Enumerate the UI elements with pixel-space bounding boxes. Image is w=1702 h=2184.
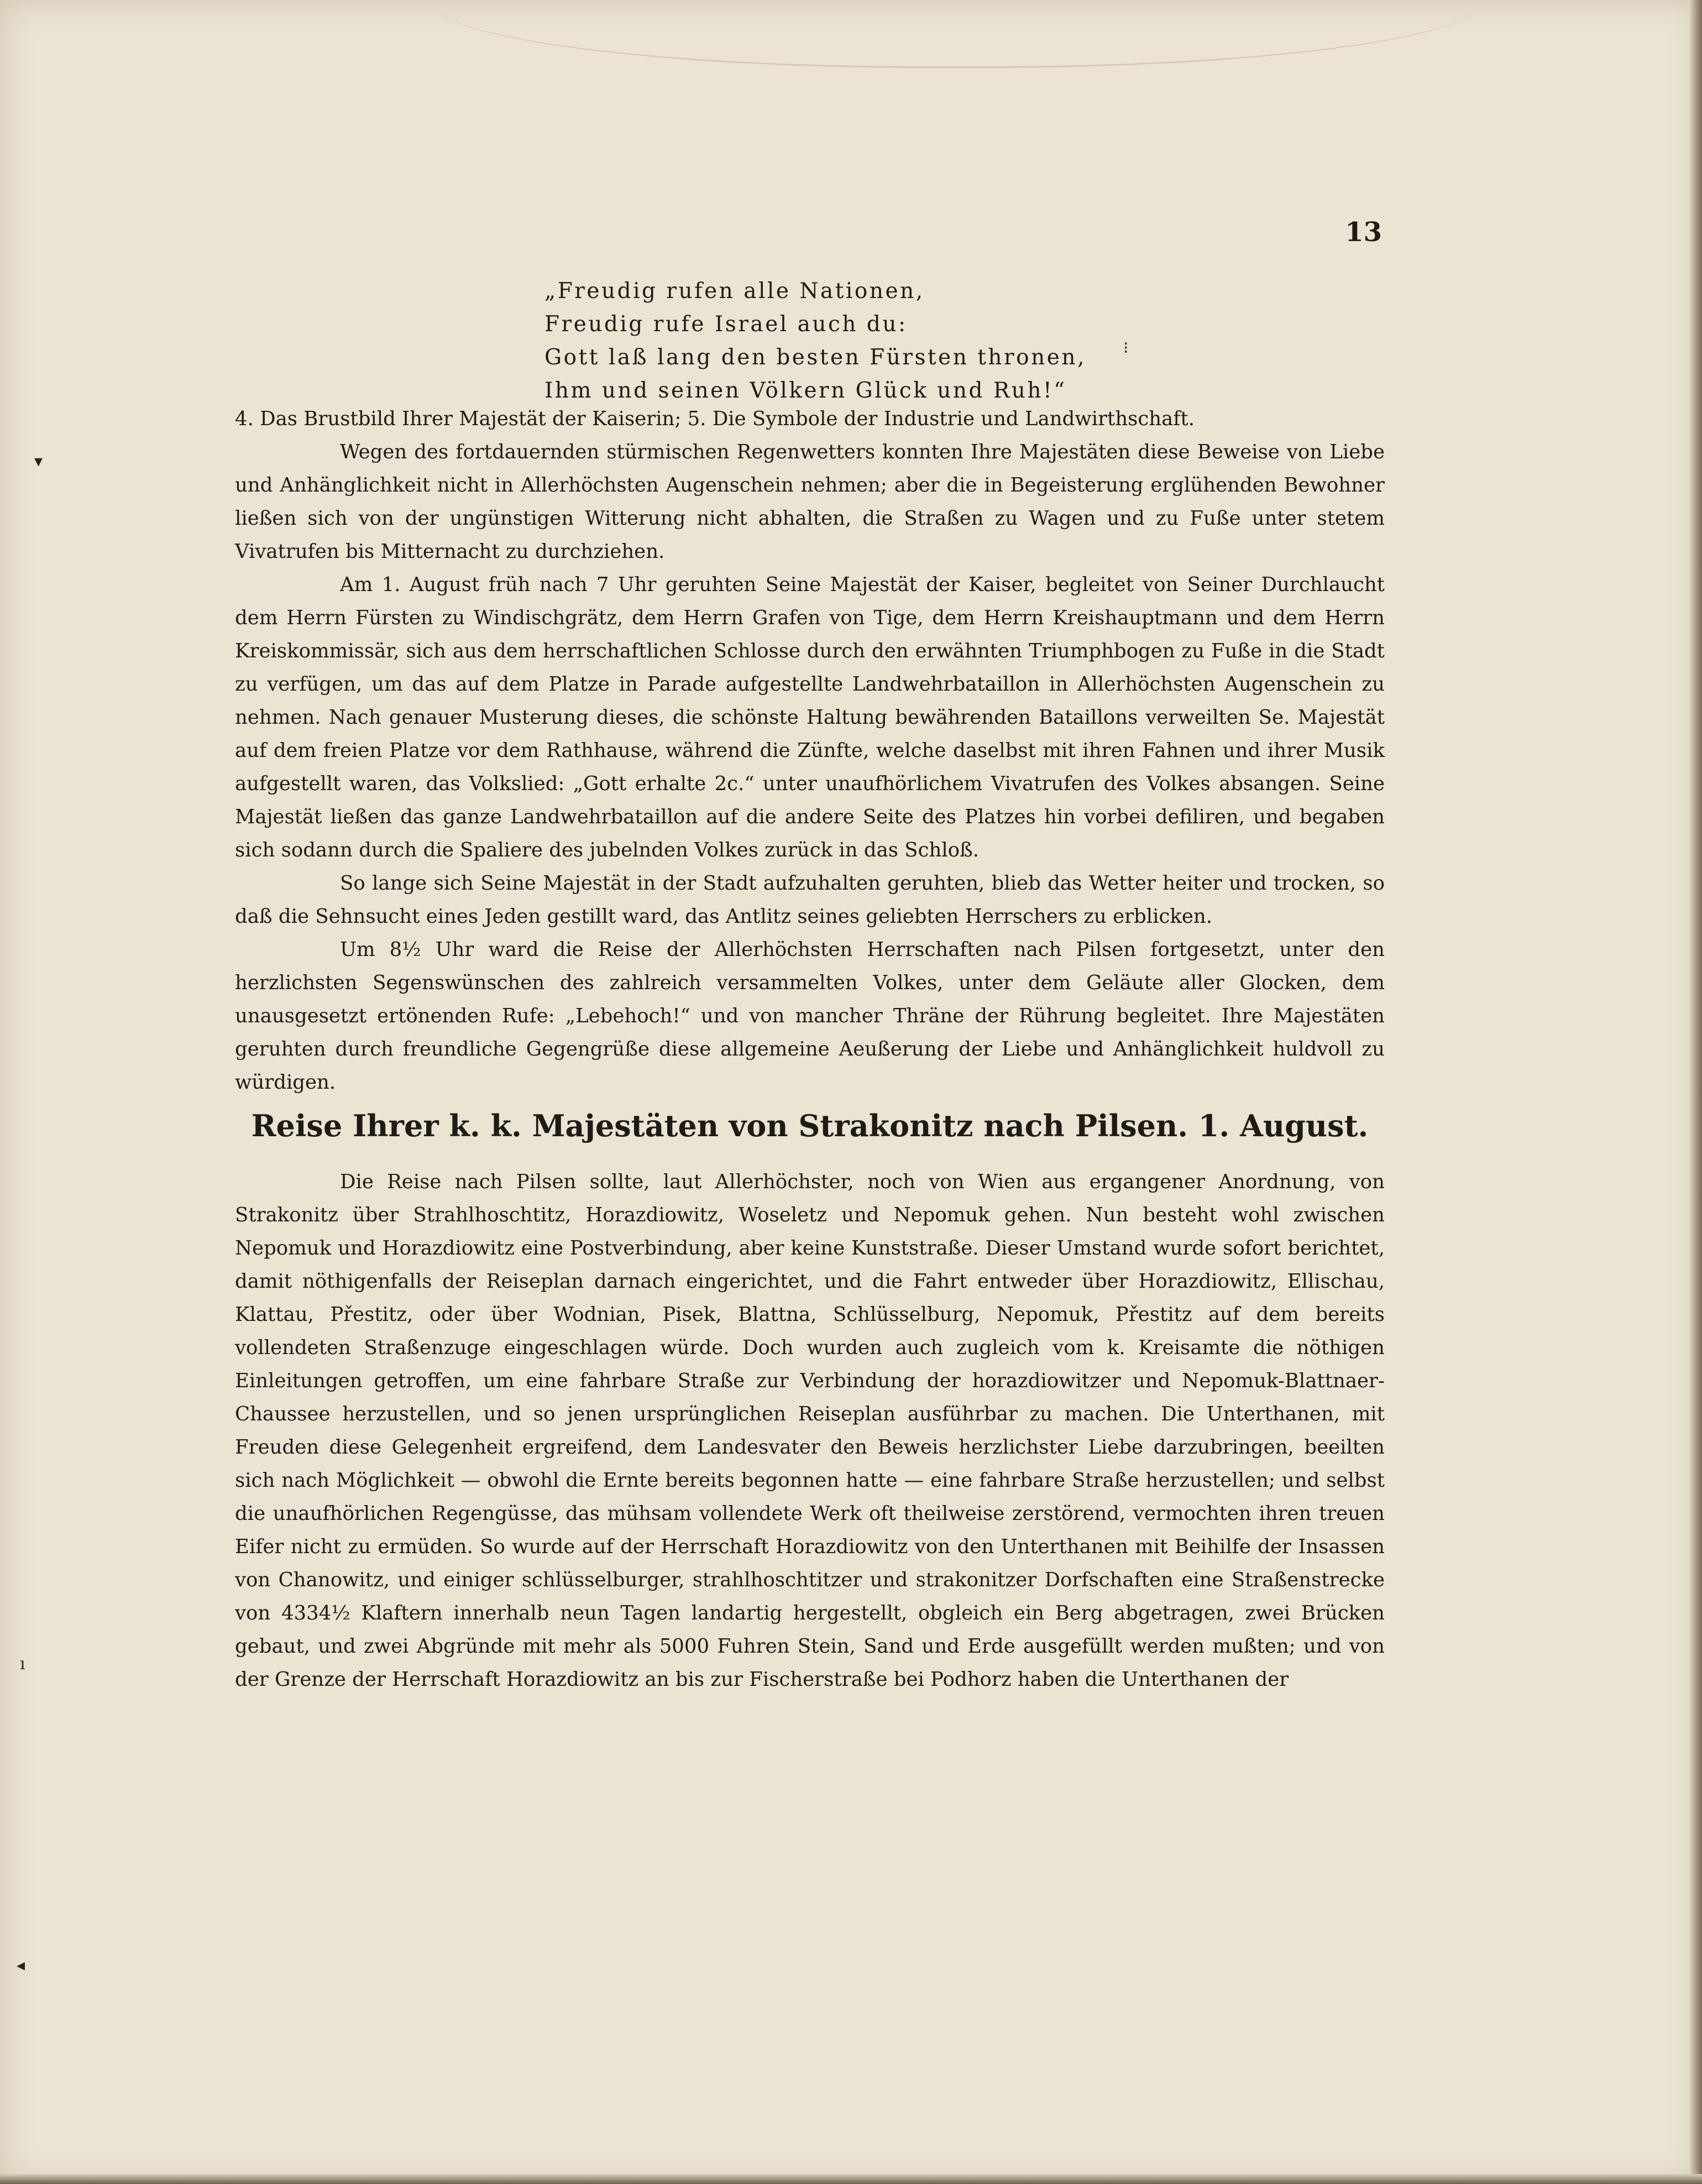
section-heading: Reise Ihrer k. k. Majestäten von Strakonitz nach Pilsen. 1. August. xyxy=(251,1108,1369,1143)
page-fold-mark xyxy=(431,0,1481,68)
page-edge-bottom xyxy=(0,2174,1702,2184)
paragraph: So lange sich Seine Majestät in der Stadt aufzuhalten geruhten, blieb das Wetter heiter und trocken, so daß die Sehnsucht eines Jeden gestillt ward, das Antlitz seines geliebten Herrschers zu erblicken. xyxy=(235,872,1385,928)
verse-block xyxy=(544,275,1180,407)
body-text-bottom xyxy=(235,1166,1385,1696)
paragraph: 4. Das Brustbild Ihrer Majestät der Kaiserin; 5. Die Symbole der Industrie und Landwirthschaft. xyxy=(235,407,1195,430)
paragraph: Wegen des fortdauernden stürmischen Regenwetters konnten Ihre Majestäten diese Beweise von Liebe und Anhänglichkeit nicht in Allerhöchsten Augenschein nehmen; aber die in Begeisterung erglühenden Bewohner ließen sich von der ungünstigen Witterung nicht abhalten, die Straßen zu Wagen und zu Fuße unter stetem Vivatrufen bis Mitternacht zu durchziehen. xyxy=(235,441,1385,563)
paragraph: Um 8½ Uhr ward die Reise der Allerhöchsten Herrschaften nach Pilsen fortgesetzt, unter den herzlichsten Segenswünschen des zahlreich versammelten Volkes, unter dem Geläute aller Glocken, dem unausgesetzt ertönenden Rufe: „Lebehoch!“ und von mancher Thräne der Rührung begleitet. Ihre Majestäten geruhten durch freundliche Gegengrüße diese allgemeine Aeußerung der Liebe und Anhänglichkeit huldvoll zu würdigen. xyxy=(235,938,1385,1094)
margin-mark: ▾ xyxy=(34,452,43,471)
margin-mark: ◂ xyxy=(17,1956,25,1975)
page-number: 13 xyxy=(1345,217,1382,248)
verse-line: Ihm und seinen Völkern Glück und Ruh!“ xyxy=(544,378,1067,403)
body-text-top xyxy=(235,403,1385,1099)
margin-mark: ı xyxy=(20,1654,25,1674)
verse-line: Gott laß lang den besten Fürsten thronen, xyxy=(544,345,1086,370)
page-edge-right xyxy=(1690,0,1702,2184)
ink-speck: ⁝ xyxy=(1123,338,1129,358)
verse-line: Freudig rufe Israel auch du: xyxy=(544,312,908,337)
paragraph: Die Reise nach Pilsen sollte, laut Allerhöchster, noch von Wien aus ergangener Anordnung, von Strakonitz über Strahlhoschtitz, Horazdiowitz, Woseletz und Nepomuk gehen. Nun besteht wohl zwischen Nepomuk und Horazdiowitz eine Postverbindung, aber keine Kunststraße. Dieser Umstand wurde sofort berichtet, damit nöthigenfalls der Reiseplan darnach eingerichtet, und die Fahrt entweder über Horazdiowitz, Ellischau, Klattau, Přestitz, oder über Wodnian, Pisek, Blattna, Schlüsselburg, Nepomuk, Přestitz auf dem bereits vollendeten Straßenzuge eingeschlagen würde. Doch wurden auch zugleich vom k. Kreisamte die nöthigen Einleitungen getroffen, um eine fahrbare Straße zur Verbindung der horazdiowitzer und Nepomuk-Blattnaer-Chaussee herzustellen, und so jenen ursprünglichen Reiseplan ausführbar zu machen. Die Unterthanen, mit Freuden diese Gelegenheit ergreifend, dem Landesvater den Beweis herzlichster Liebe darzubringen, beeilten sich nach Möglichkeit — obwohl die Ernte bereits begonnen hatte — eine fahrbare Straße herzustellen; und selbst die unaufhörlichen Regengüsse, das mühsam vollendete Werk oft theilweise zerstörend, vermochten ihren treuen Eifer nicht zu ermüden. So wurde auf der Herrschaft Horazdiowitz von den Unterthanen mit Beihilfe der Insassen von Chanowitz, und einiger schlüsselburger, strahlhoschtitzer und strakonitzer Dorfschaften eine Straßenstrecke von 4334½ Klaftern innerhalb neun Tagen landartig hergestellt, obgleich ein Berg abgetragen, zwei Brücken gebaut, und zwei Abgründe mit mehr als 5000 Fuhren Stein, Sand und Erde ausgefüllt werden mußten; und von der Grenze der Herrschaft Horazdiowitz an bis zur Fischerstraße bei Podhorz haben die Unterthanen der xyxy=(235,1171,1385,1691)
verse-line: „Freudig rufen alle Nationen, xyxy=(544,279,925,304)
paragraph: Am 1. August früh nach 7 Uhr geruhten Seine Majestät der Kaiser, begleitet von Seiner Durchlaucht dem Herrn Fürsten zu Windischgrätz, dem Herrn Grafen von Tige, dem Herrn Kreishauptmann und dem Herrn Kreiskommissär, sich aus dem herrschaftlichen Schlosse durch den erwähnten Triumphbogen zu Fuße in die Stadt zu verfügen, um das auf dem Platze in Parade aufgestellte Landwehrbataillon in Allerhöchsten Augenschein zu nehmen. Nach genauer Musterung dieses, die schönste Haltung bewährenden Bataillons verweilten Se. Majestät auf dem freien Platze vor dem Rathhause, während die Zünfte, welche daselbst mit ihren Fahnen und ihrer Musik aufgestellt waren, das Volkslied: „Gott erhalte 2c.“ unter unaufhörlichem Vivatrufen des Volkes absangen. Seine Majestät ließen das ganze Landwehrbataillon auf die andere Seite des Platzes hin vorbei defiliren, und begaben sich sodann durch die Spaliere des jubelnden Volkes zurück in das Schloß. xyxy=(235,573,1385,861)
